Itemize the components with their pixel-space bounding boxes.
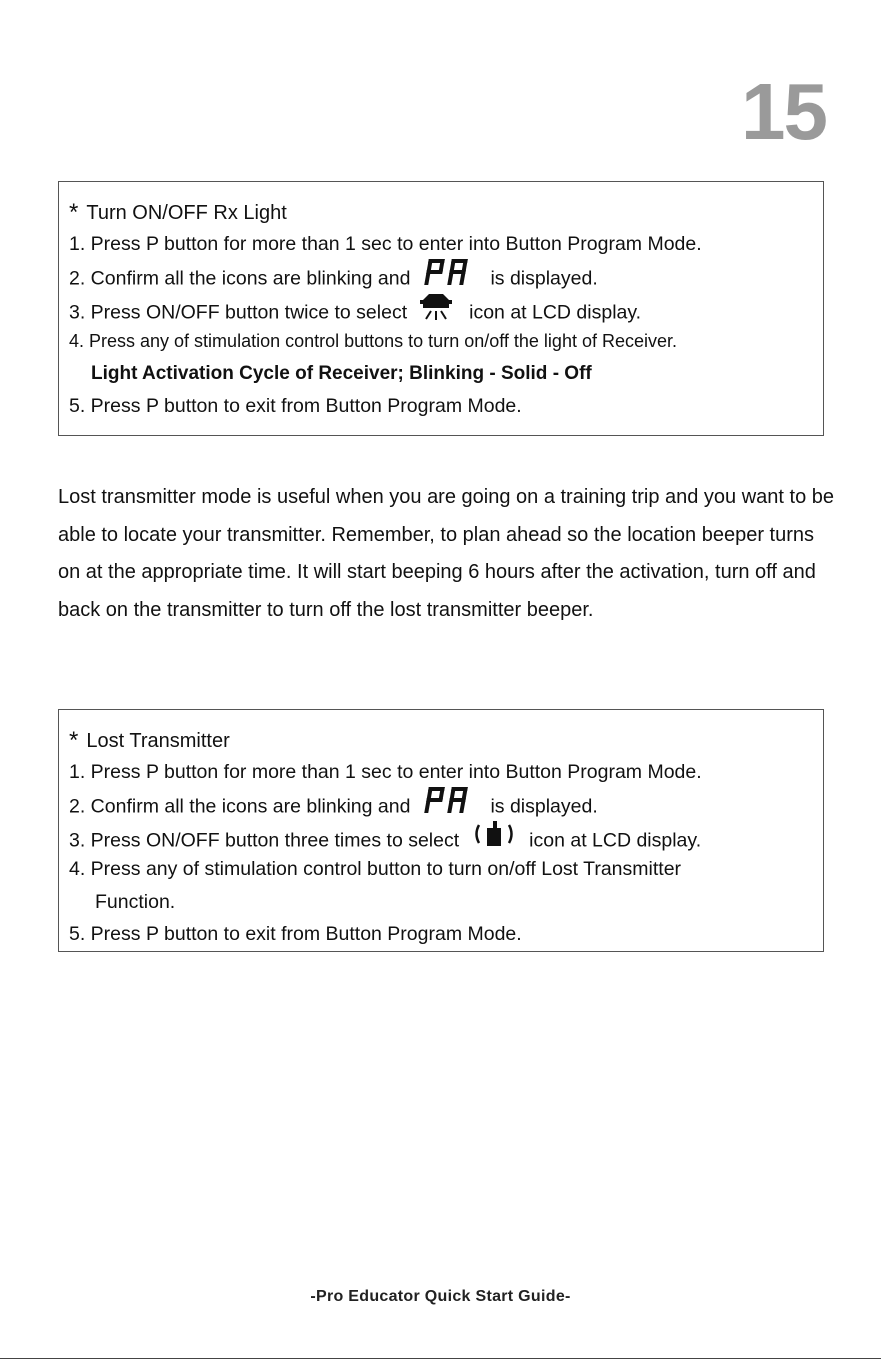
lost-transmitter-step-4-continued: Function. — [95, 890, 176, 913]
rx-light-step-2-text: 2. Confirm all the icons are blinking and — [69, 267, 411, 290]
lost-mode-paragraph: Lost transmitter mode is useful when you are going on a training trip and you want to be able to locate your transmitter. Remember, to plan ahead so the location beeper turns on at the appropriate time. It will start beeping 6 hours after the activation, turn off and back on the transmitter to turn off the lost transmitter beeper. — [58, 486, 835, 622]
rx-light-cycle-note: Light Activation Cycle of Receiver; Blinking - Solid - Off — [91, 362, 592, 384]
lost-transmitter-title-text: Lost Transmitter — [86, 730, 230, 752]
lost-transmitter-step-4: 4. Press any of stimulation control button to turn on/off Lost Transmitter — [69, 858, 682, 881]
receiver-light-icon — [419, 291, 453, 331]
lost-transmitter-step-3 — [69, 821, 823, 853]
lost-transmitter-title — [69, 724, 823, 756]
page-number: 15 — [741, 67, 826, 156]
rx-light-step-5: 5. Press P button to exit from Button Program Mode. — [69, 394, 522, 417]
rx-light-step-3-suffix: icon at LCD display. — [469, 301, 642, 324]
lost-transmitter-step-2-text: 2. Confirm all the icons are blinking and — [69, 795, 411, 818]
lost-transmitter-step-1: 1. Press P button for more than 1 sec to enter into Button Program Mode. — [69, 761, 702, 783]
rx-light-step-2-suffix: is displayed. — [490, 267, 598, 290]
lost-transmitter-instructions-box — [58, 709, 824, 952]
lost-transmitter-step-5: 5. Press P button to exit from Button Program Mode. — [69, 922, 522, 945]
asterisk-icon: * — [69, 199, 79, 226]
lost-transmitter-step-3-suffix: icon at LCD display. — [529, 829, 702, 852]
asterisk-icon: * — [69, 727, 79, 754]
lost-transmitter-icon — [473, 819, 515, 859]
rx-light-step-2 — [69, 260, 823, 292]
bottom-divider — [0, 1358, 881, 1359]
rx-light-step-3 — [69, 293, 823, 325]
rx-light-instructions-box — [58, 181, 824, 436]
lost-transmitter-step-3-text: 3. Press ON/OFF button three times to select — [69, 829, 460, 852]
rx-light-title-text: Turn ON/OFF Rx Light — [86, 202, 287, 224]
rx-light-title — [69, 196, 823, 228]
rx-light-step-3-text: 3. Press ON/OFF button twice to select — [69, 301, 408, 324]
rx-light-step-4: 4. Press any of stimulation control buttons to turn on/off the light of Receiver. — [69, 331, 678, 352]
footer-guide-title: -Pro Educator Quick Start Guide- — [310, 1288, 571, 1305]
lost-transmitter-step-2-suffix: is displayed. — [490, 795, 598, 818]
rx-light-step-1: 1. Press P button for more than 1 sec to enter into Button Program Mode. — [69, 233, 702, 255]
lost-transmitter-step-2 — [69, 788, 823, 820]
pa-lcd-icon — [422, 786, 474, 824]
